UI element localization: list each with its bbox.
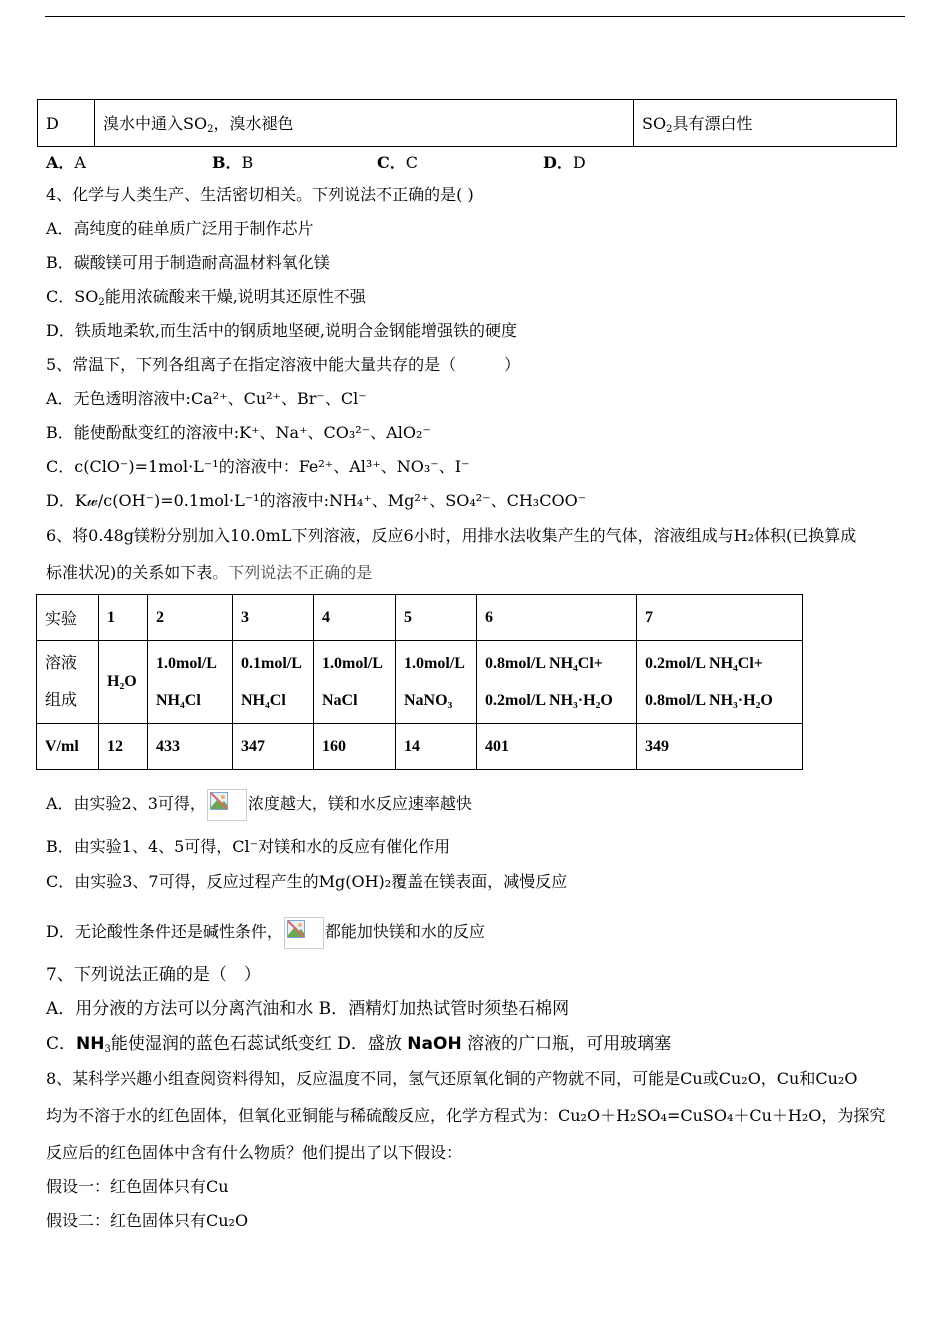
q8-line2: 均为不溶于水的红色固体，但氧化亚铜能与稀硫酸反应，化学方程式为：Cu₂O＋H₂SO₄=CuSO₄＋Cu＋H₂O，为探究	[46, 1106, 886, 1125]
table-header-cell: 2	[148, 595, 233, 641]
q3-option-d: D．D	[543, 153, 586, 172]
table-row	[37, 641, 803, 724]
table-header-cell: 5	[396, 595, 477, 641]
table-cell: 347	[233, 724, 314, 770]
q5-option-b: B．能使酚酞变红的溶液中:K⁺、Na⁺、CO₃²⁻、AlO₂⁻	[46, 423, 431, 442]
table-cell: 0.8mol/L NH₄Cl+ 0.2mol/L NH₃·H₂O	[477, 641, 637, 724]
table-cell: 433	[148, 724, 233, 770]
q6-option-d: D．无论酸性条件还是碱性条件， 都能加快镁和水的反应	[46, 917, 485, 949]
table-header-cell: 4	[314, 595, 396, 641]
row-d-label: D	[38, 100, 95, 147]
row-d-experiment: 溴水中通入$SO_2$，溴水褪色	[95, 100, 634, 147]
q4-option-c: C．$SO_2$能用浓硫酸来干燥,说明其还原性不强	[46, 287, 366, 308]
q3-table-row-d	[37, 99, 897, 147]
table-cell: 0.1mol/L NH₄Cl	[233, 641, 314, 724]
q5-option-d: D．K𝓌/c(OH⁻)=0.1mol·L⁻¹的溶液中:NH₄⁺、Mg²⁺、SO₄²⁻、CH₃COO⁻	[46, 491, 587, 510]
q7-options-ab: A．用分液的方法可以分离汽油和水 B．酒精灯加热试管时须垫石棉网	[46, 999, 570, 1019]
broken-image-icon	[284, 917, 324, 949]
table-header-cell: 6	[477, 595, 637, 641]
q4-option-b: B．碳酸镁可用于制造耐高温材料氧化镁	[46, 253, 330, 272]
table-cell: 0.2mol/L NH₄Cl+ 0.8mol/L NH₃·H₂O	[637, 641, 803, 724]
broken-image-icon	[207, 789, 247, 821]
q8-hypothesis-1: 假设一：红色固体只有Cu	[46, 1177, 229, 1196]
table-row	[37, 595, 803, 641]
table-cell: 1.0mol/L NaNO₃	[396, 641, 477, 724]
table-header-cell: 7	[637, 595, 803, 641]
q6-stem-line1: 6、将0.48g镁粉分别加入10.0mL下列溶液，反应6小时，用排水法收集产生的气体，溶液组成与H₂体积(已换算成	[46, 526, 857, 545]
table-row	[37, 724, 803, 770]
q3-option-a: A．A	[46, 153, 86, 172]
q6-option-c: C．由实验3、7可得，反应过程产生的Mg(OH)₂覆盖在镁表面，减慢反应	[46, 872, 568, 891]
table-cell: 1.0mol/L NH₄Cl	[148, 641, 233, 724]
q7-options-cd: C．$NH_3$能使湿润的蓝色石蕊试纸变红 D．盛放 NaOH 溶液的广口瓶，可用玻璃塞	[46, 1034, 672, 1055]
q4-stem: 4、化学与人类生产、生活密切相关。下列说法不正确的是( )	[46, 185, 474, 204]
table-cell: 160	[314, 724, 396, 770]
table-cell: 349	[637, 724, 803, 770]
q5-option-a: A．无色透明溶液中:Ca²⁺、Cu²⁺、Br⁻、Cl⁻	[46, 389, 367, 408]
q5-option-c: C．c(ClO⁻)=1mol·L⁻¹的溶液中：Fe²⁺、Al³⁺、NO₃⁻、I⁻	[46, 457, 470, 476]
table-header-cell: 3	[233, 595, 314, 641]
table-cell: 溶液 组成	[37, 641, 99, 724]
q6-stem-line2: 标准状况)的关系如下表。下列说法不正确的是	[46, 563, 373, 582]
table-cell: V/ml	[37, 724, 99, 770]
q4-option-a: A．高纯度的硅单质广泛用于制作芯片	[46, 219, 314, 238]
table-cell: 1.0mol/L NaCl	[314, 641, 396, 724]
row-d-conclusion: $SO_2$具有漂白性	[634, 100, 897, 147]
q7-stem: 7、下列说法正确的是（ ）	[46, 965, 261, 985]
table-header-cell: 实验	[37, 595, 99, 641]
q6-option-b: B．由实验1、4、5可得，Cl⁻对镁和水的反应有催化作用	[46, 837, 451, 856]
q8-line3: 反应后的红色固体中含有什么物质？他们提出了以下假设：	[46, 1143, 463, 1162]
table-cell: 12	[99, 724, 148, 770]
table-header-cell: 1	[99, 595, 148, 641]
q6-data-table	[36, 594, 803, 770]
table-cell: H₂O	[99, 641, 148, 724]
q3-option-c: C．C	[377, 153, 418, 172]
header-rule	[45, 16, 905, 17]
q6-option-a: A．由实验2、3可得， 浓度越大，镁和水反应速率越快	[46, 789, 472, 821]
q8-line1: 8、某科学兴趣小组查阅资料得知，反应温度不同，氢气还原氧化铜的产物就不同，可能是Cu或Cu₂O，Cu和Cu₂O	[46, 1069, 858, 1088]
q3-option-b: B．B	[212, 153, 254, 172]
q8-hypothesis-2: 假设二：红色固体只有Cu₂O	[46, 1211, 249, 1230]
table-cell: 401	[477, 724, 637, 770]
q4-option-d: D．铁质地柔软,而生活中的钢质地坚硬,说明合金钢能增强铁的硬度	[46, 321, 518, 340]
table-cell: 14	[396, 724, 477, 770]
q5-stem: 5、常温下，下列各组离子在指定溶液中能大量共存的是（ ）	[46, 355, 521, 374]
